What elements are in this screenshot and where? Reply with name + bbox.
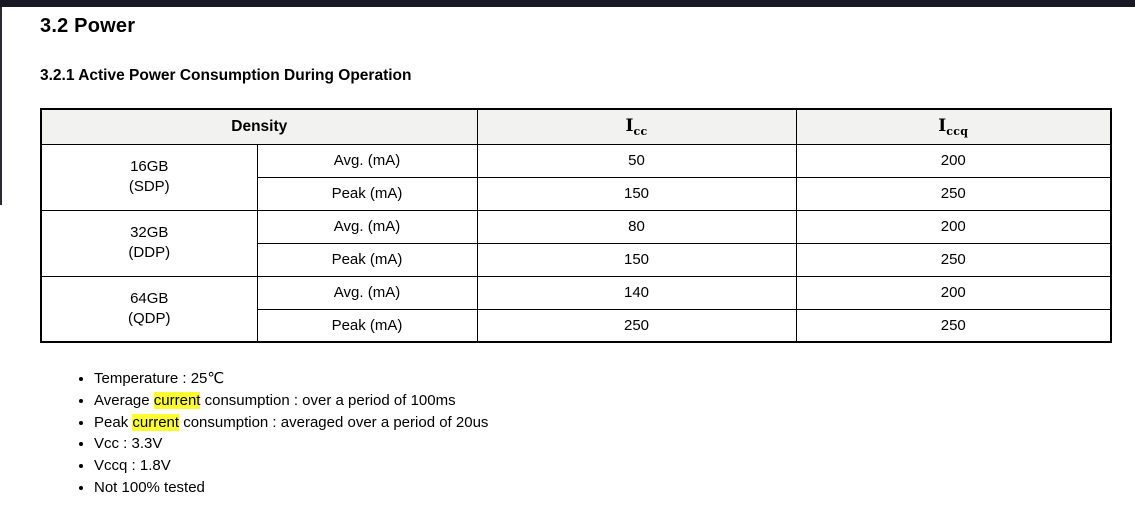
density-package: (QDP) — [128, 309, 171, 327]
note-text: Vccq : 1.8V — [94, 457, 171, 475]
icc-value: 150 — [477, 177, 796, 210]
density-cell-64gb — [41, 276, 257, 342]
iccq-value: 250 — [796, 177, 1111, 210]
icc-value: 140 — [477, 276, 796, 309]
note-average-current — [94, 390, 1110, 412]
density-cell-16gb — [41, 144, 257, 210]
col-header-density: Density — [41, 109, 477, 144]
note-text: Peak — [94, 413, 133, 431]
icc-symbol: I — [625, 115, 634, 136]
density-size: 64GB — [130, 289, 169, 307]
subsection-title: 3.2.1 Active Power Consumption During Operation — [40, 67, 412, 84]
note-text: Not 100% tested — [94, 478, 205, 496]
iccq-value: 250 — [796, 309, 1111, 342]
note-not-tested — [94, 477, 1110, 499]
icc-value: 250 — [477, 309, 796, 342]
iccq-value: 200 — [796, 276, 1111, 309]
icc-value: 80 — [477, 210, 796, 243]
col-header-icc — [477, 109, 796, 144]
metric-cell: Avg. (mA) — [257, 210, 477, 243]
density-package: (SDP) — [128, 178, 170, 195]
note-text: consumption : averaged over a period of 20us — [179, 413, 489, 431]
table-row — [41, 144, 1111, 177]
metric-cell: Peak (mA) — [257, 309, 477, 342]
metric-cell: Peak (mA) — [257, 243, 477, 276]
note-temperature — [94, 368, 1110, 390]
table-header-row — [41, 109, 1111, 144]
highlighted-text: current — [132, 413, 180, 431]
note-text: Vcc : 3.3V — [94, 435, 163, 453]
col-header-iccq — [796, 109, 1111, 144]
density-cell-32gb — [41, 210, 257, 276]
section-title: 3.2 Power — [40, 15, 136, 37]
table-row — [41, 276, 1111, 309]
iccq-subscript: ccq — [946, 124, 969, 138]
note-text: consumption : over a period of 100ms — [200, 391, 456, 409]
note-text: Average — [94, 391, 154, 409]
density-package: (DDP) — [128, 244, 171, 261]
active-power-consumption-table — [40, 108, 1112, 343]
metric-cell: Peak (mA) — [257, 177, 477, 210]
icc-value: 50 — [477, 144, 796, 177]
page-content — [0, 7, 1135, 499]
highlighted-text: current — [153, 391, 201, 409]
iccq-symbol: I — [938, 115, 947, 136]
metric-cell: Avg. (mA) — [257, 144, 477, 177]
iccq-value: 250 — [796, 243, 1111, 276]
top-divider-rule — [0, 0, 1135, 7]
table-row — [41, 210, 1111, 243]
notes-list — [40, 368, 1110, 499]
iccq-value: 200 — [796, 210, 1111, 243]
note-vccq — [94, 455, 1110, 477]
density-size: 16GB — [130, 158, 169, 175]
metric-cell: Avg. (mA) — [257, 276, 477, 309]
density-size: 32GB — [130, 224, 169, 241]
icc-subscript: cc — [633, 124, 648, 138]
note-peak-current — [94, 412, 1110, 434]
note-text: Temperature : 25℃ — [94, 370, 225, 387]
note-vcc — [94, 433, 1110, 455]
iccq-value: 200 — [796, 144, 1111, 177]
icc-value: 150 — [477, 243, 796, 276]
